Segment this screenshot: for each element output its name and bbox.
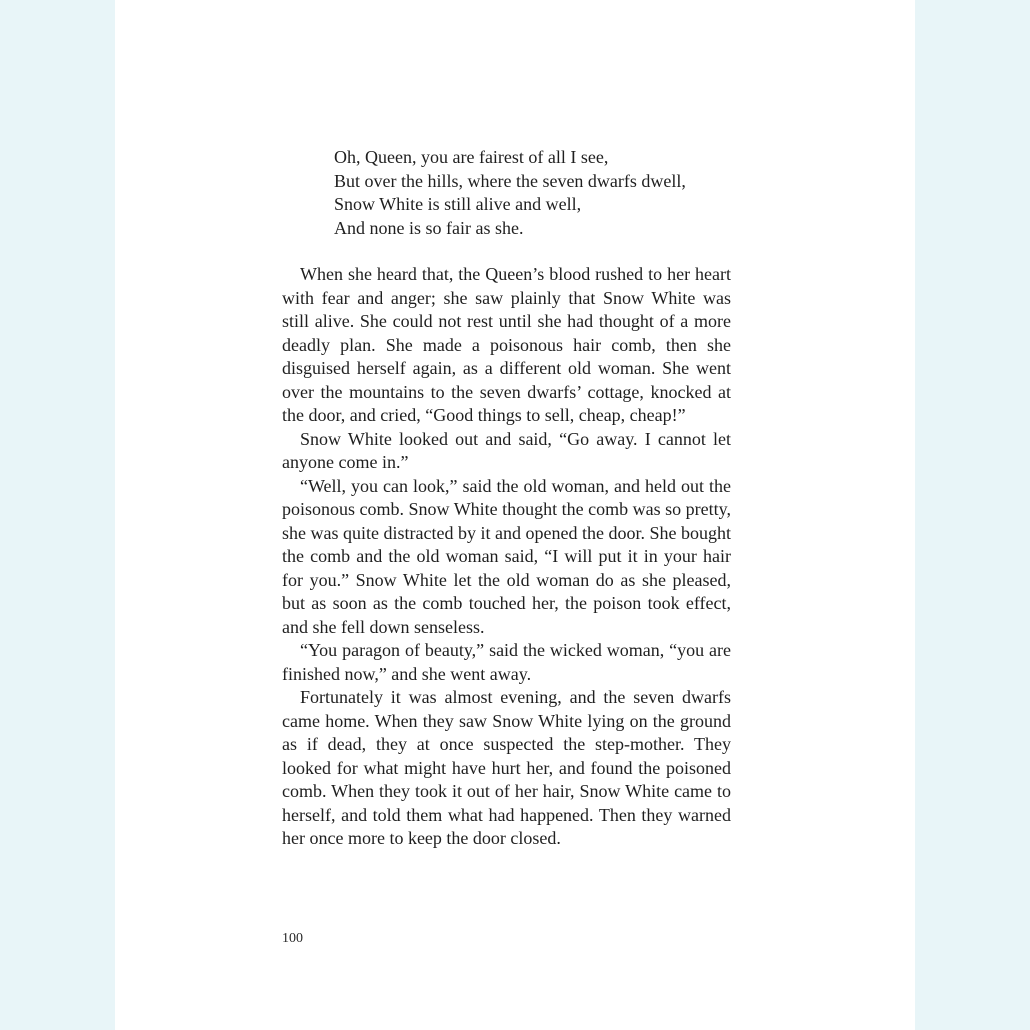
paragraph: Snow White looked out and said, “Go away. I cannot let anyone come in.” bbox=[282, 428, 731, 472]
verse-line: Oh, Queen, you are fairest of all I see, bbox=[334, 147, 609, 167]
book-page bbox=[115, 0, 915, 1030]
verse-line: Snow White is still alive and well, bbox=[334, 194, 582, 214]
verse-line: And none is so fair as she. bbox=[334, 217, 524, 238]
verse-stanza bbox=[334, 146, 731, 240]
page-text bbox=[282, 146, 731, 851]
page-number: 100 bbox=[282, 931, 303, 946]
verse-line: But over the hills, where the seven dwarfs dwell, bbox=[334, 170, 686, 191]
paragraph: “Well, you can look,” said the old woman, and held out the poisonous comb. Snow White thought the comb was so pretty, she was quite distracted by it and opened the door. She bought the comb and the old woman said, “I will put it in your hair for you.” Snow White let the old woman do as she pleased, but as soon as the comb touched her, the poison took effect, and she fell down senseless. bbox=[282, 475, 731, 637]
paragraph: When she heard that, the Queen’s blood rushed to her heart with fear and anger; she saw plainly that Snow White was still alive. She could not rest until she had thought of a more deadly plan. She made a poisonous hair comb, then she disguised herself again, as a different old woman. She went over the mountains to the seven dwarfs’ cottage, knocked at the door, and cried, “Good things to sell, cheap, cheap!” bbox=[282, 264, 731, 425]
paragraph: Fortunately it was almost evening, and the seven dwarfs came home. When they saw Snow White lying on the ground as if dead, they at once suspected the step-mother. They looked for what might have hurt her, and found the poisoned comb. When they took it out of her hair, Snow White came to herself, and told them what had happened. Then they warned her once more to keep the door closed. bbox=[282, 687, 731, 848]
paragraph: “You paragon of beauty,” said the wicked woman, “you are finished now,” and she went away. bbox=[282, 640, 731, 684]
